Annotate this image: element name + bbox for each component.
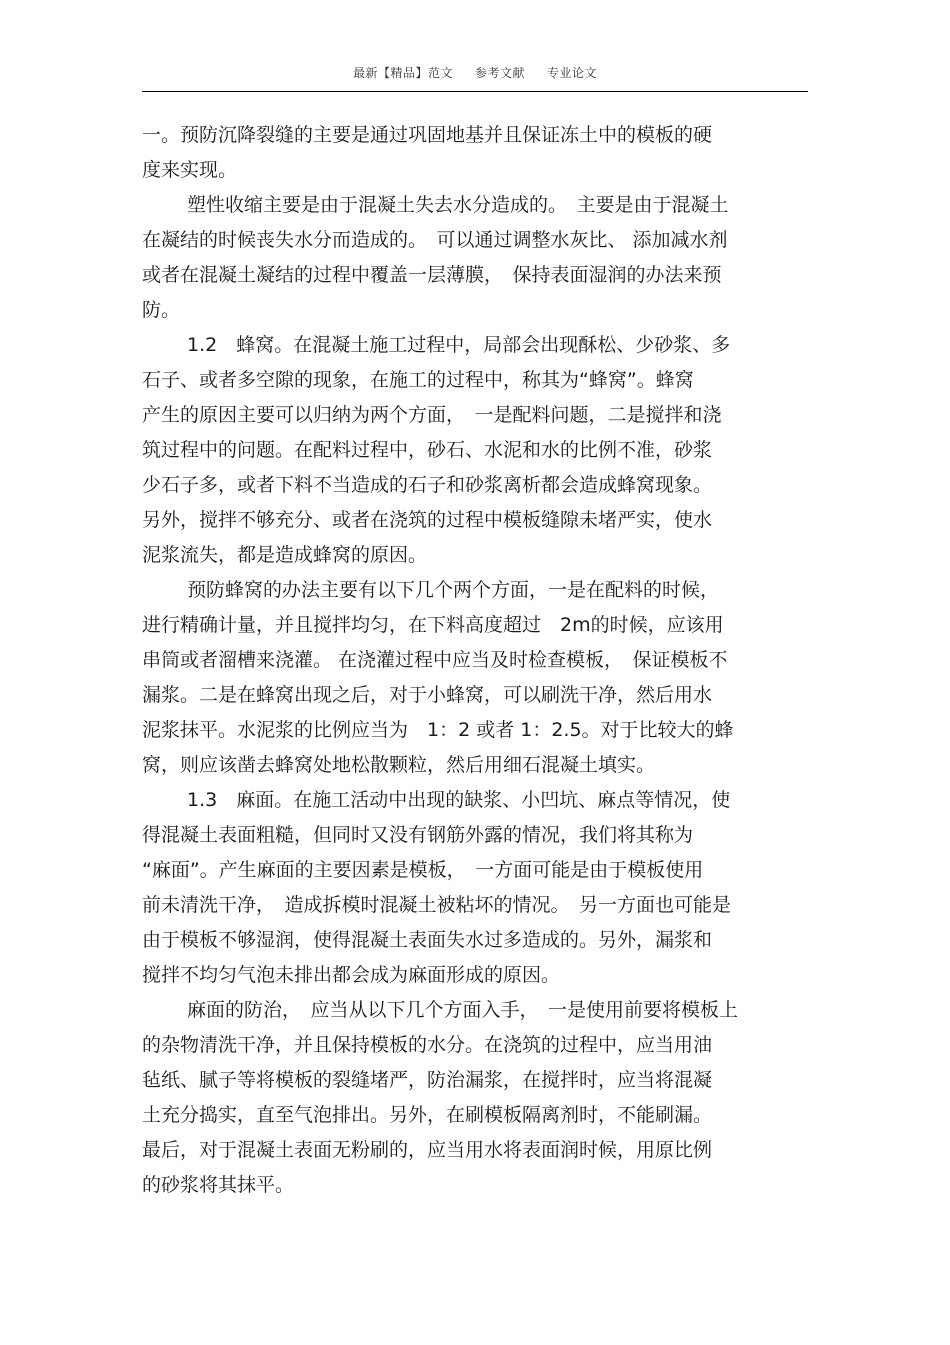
text-line: 由于模板不够湿润，使得混凝土表面失水过多造成的。另外，漏浆和 xyxy=(142,929,713,951)
section-heading-1-2: 1.2 蜂窝。在混凝土施工过程中，局部会出现酥松、少砂浆、多 xyxy=(187,334,731,356)
text-line: 窝，则应该凿去蜂窝处地松散颗粒，然后用细石混凝土填实。 xyxy=(142,754,656,776)
text-line: 搅拌不均匀气泡未排出都会成为麻面形成的原因。 xyxy=(142,964,561,986)
paragraph-settlement-cracks xyxy=(142,118,808,188)
paragraph-plastic-shrinkage xyxy=(142,188,808,328)
text-line: 石子、或者多空隙的现象，在施工的过程中，称其为“蜂窝”。蜂窝 xyxy=(142,369,694,391)
text-line: 少石子多，或者下料不当造成的石子和砂浆离析都会造成蜂窝现象。 xyxy=(142,474,713,496)
text-line: 泥浆流失，都是造成蜂窝的原因。 xyxy=(142,544,428,566)
text-line xyxy=(142,328,808,363)
paragraph-pitted-prevention xyxy=(142,993,808,1203)
text-line: 的杂物清洗干净，并且保持模板的水分。在浇筑的过程中，应当用油 xyxy=(142,1034,713,1056)
text-line: 最后，对于混凝土表面无粉刷的，应当用水将表面润时候，用原比例 xyxy=(142,1139,713,1161)
text-line: 防。 xyxy=(142,299,181,321)
text-line: 在凝结的时候丧失水分而造成的。 可以通过调整水灰比、 添加减水剂 xyxy=(142,229,728,251)
text-line xyxy=(142,188,808,223)
text-line-content: 预防蜂窝的办法主要有以下几个两个方面，一是在配料的时候， xyxy=(187,579,720,601)
text-line: 前未清洗干净， 造成拆模时混凝土被粘坏的情况。 另一方面也可能是 xyxy=(142,894,732,916)
section-heading-1-3: 1.3 麻面。在施工活动中出现的缺浆、小凹坑、麻点等情况，使 xyxy=(187,789,731,811)
text-line: 一。预防沉降裂缝的主要是通过巩固地基并且保证冻土中的模板的硬 xyxy=(142,124,713,146)
text-line: 或者在混凝土凝结的过程中覆盖一层薄膜， 保持表面湿润的办法来预 xyxy=(142,264,722,286)
text-line: 毡纸、腻子等将模板的裂缝堵严，防治漏浆，在搅拌时，应当将混凝 xyxy=(142,1069,713,1091)
text-line xyxy=(142,573,808,608)
document-body xyxy=(142,118,808,1203)
page-header xyxy=(142,64,808,81)
text-line: 得混凝土表面粗糙，但同时又没有钢筋外露的情况，我们将其称为 xyxy=(142,824,694,846)
text-line: 串筒或者溜槽来浇灌。 在浇灌过程中应当及时检查模板， 保证模板不 xyxy=(142,649,728,671)
text-line-content: 麻面的防治， 应当从以下几个方面入手， 一是使用前要将模板上 xyxy=(187,999,739,1021)
text-line: 筑过程中的问题。在配料过程中，砂石、水泥和水的比例不准，砂浆 xyxy=(142,439,713,461)
text-line: “麻面”。产生麻面的主要因素是模板， 一方面可能是由于模板使用 xyxy=(142,859,704,881)
text-line: 的砂浆将其抹平。 xyxy=(142,1174,295,1196)
paragraph-pitted-surface xyxy=(142,783,808,993)
header-item-cankao: 参考文献 xyxy=(474,66,525,80)
text-line: 进行精确计量，并且搅拌均匀，在下料高度超过 2m的时候，应该用 xyxy=(142,614,724,636)
header-divider xyxy=(142,91,808,92)
text-line xyxy=(142,783,808,818)
text-line: 产生的原因主要可以归纳为两个方面， 一是配料问题，二是搅拌和浇 xyxy=(142,404,722,426)
text-line: 土充分捣实，直至气泡排出。另外，在刷模板隔离剂时，不能刷漏。 xyxy=(142,1104,713,1126)
paragraph-honeycomb-prevention xyxy=(142,573,808,783)
text-line: 泥浆抹平。水泥浆的比例应当为 1：2 或者 1：2.5。对于比较大的蜂 xyxy=(142,719,734,741)
header-item-fanwen: 最新【精品】范文 xyxy=(352,66,453,80)
text-line: 漏浆。二是在蜂窝出现之后，对于小蜂窝，可以刷洗干净，然后用水 xyxy=(142,684,713,706)
paragraph-honeycomb xyxy=(142,328,808,573)
text-line: 另外，搅拌不够充分、或者在浇筑的过程中模板缝隙未堵严实，使水 xyxy=(142,509,713,531)
text-line: 度来实现。 xyxy=(142,159,238,181)
text-line xyxy=(142,993,808,1028)
text-line-content: 塑性收缩主要是由于混凝土失去水分造成的。 主要是由于混凝土 xyxy=(187,194,729,216)
header-item-lunwen: 专业论文 xyxy=(547,66,598,80)
